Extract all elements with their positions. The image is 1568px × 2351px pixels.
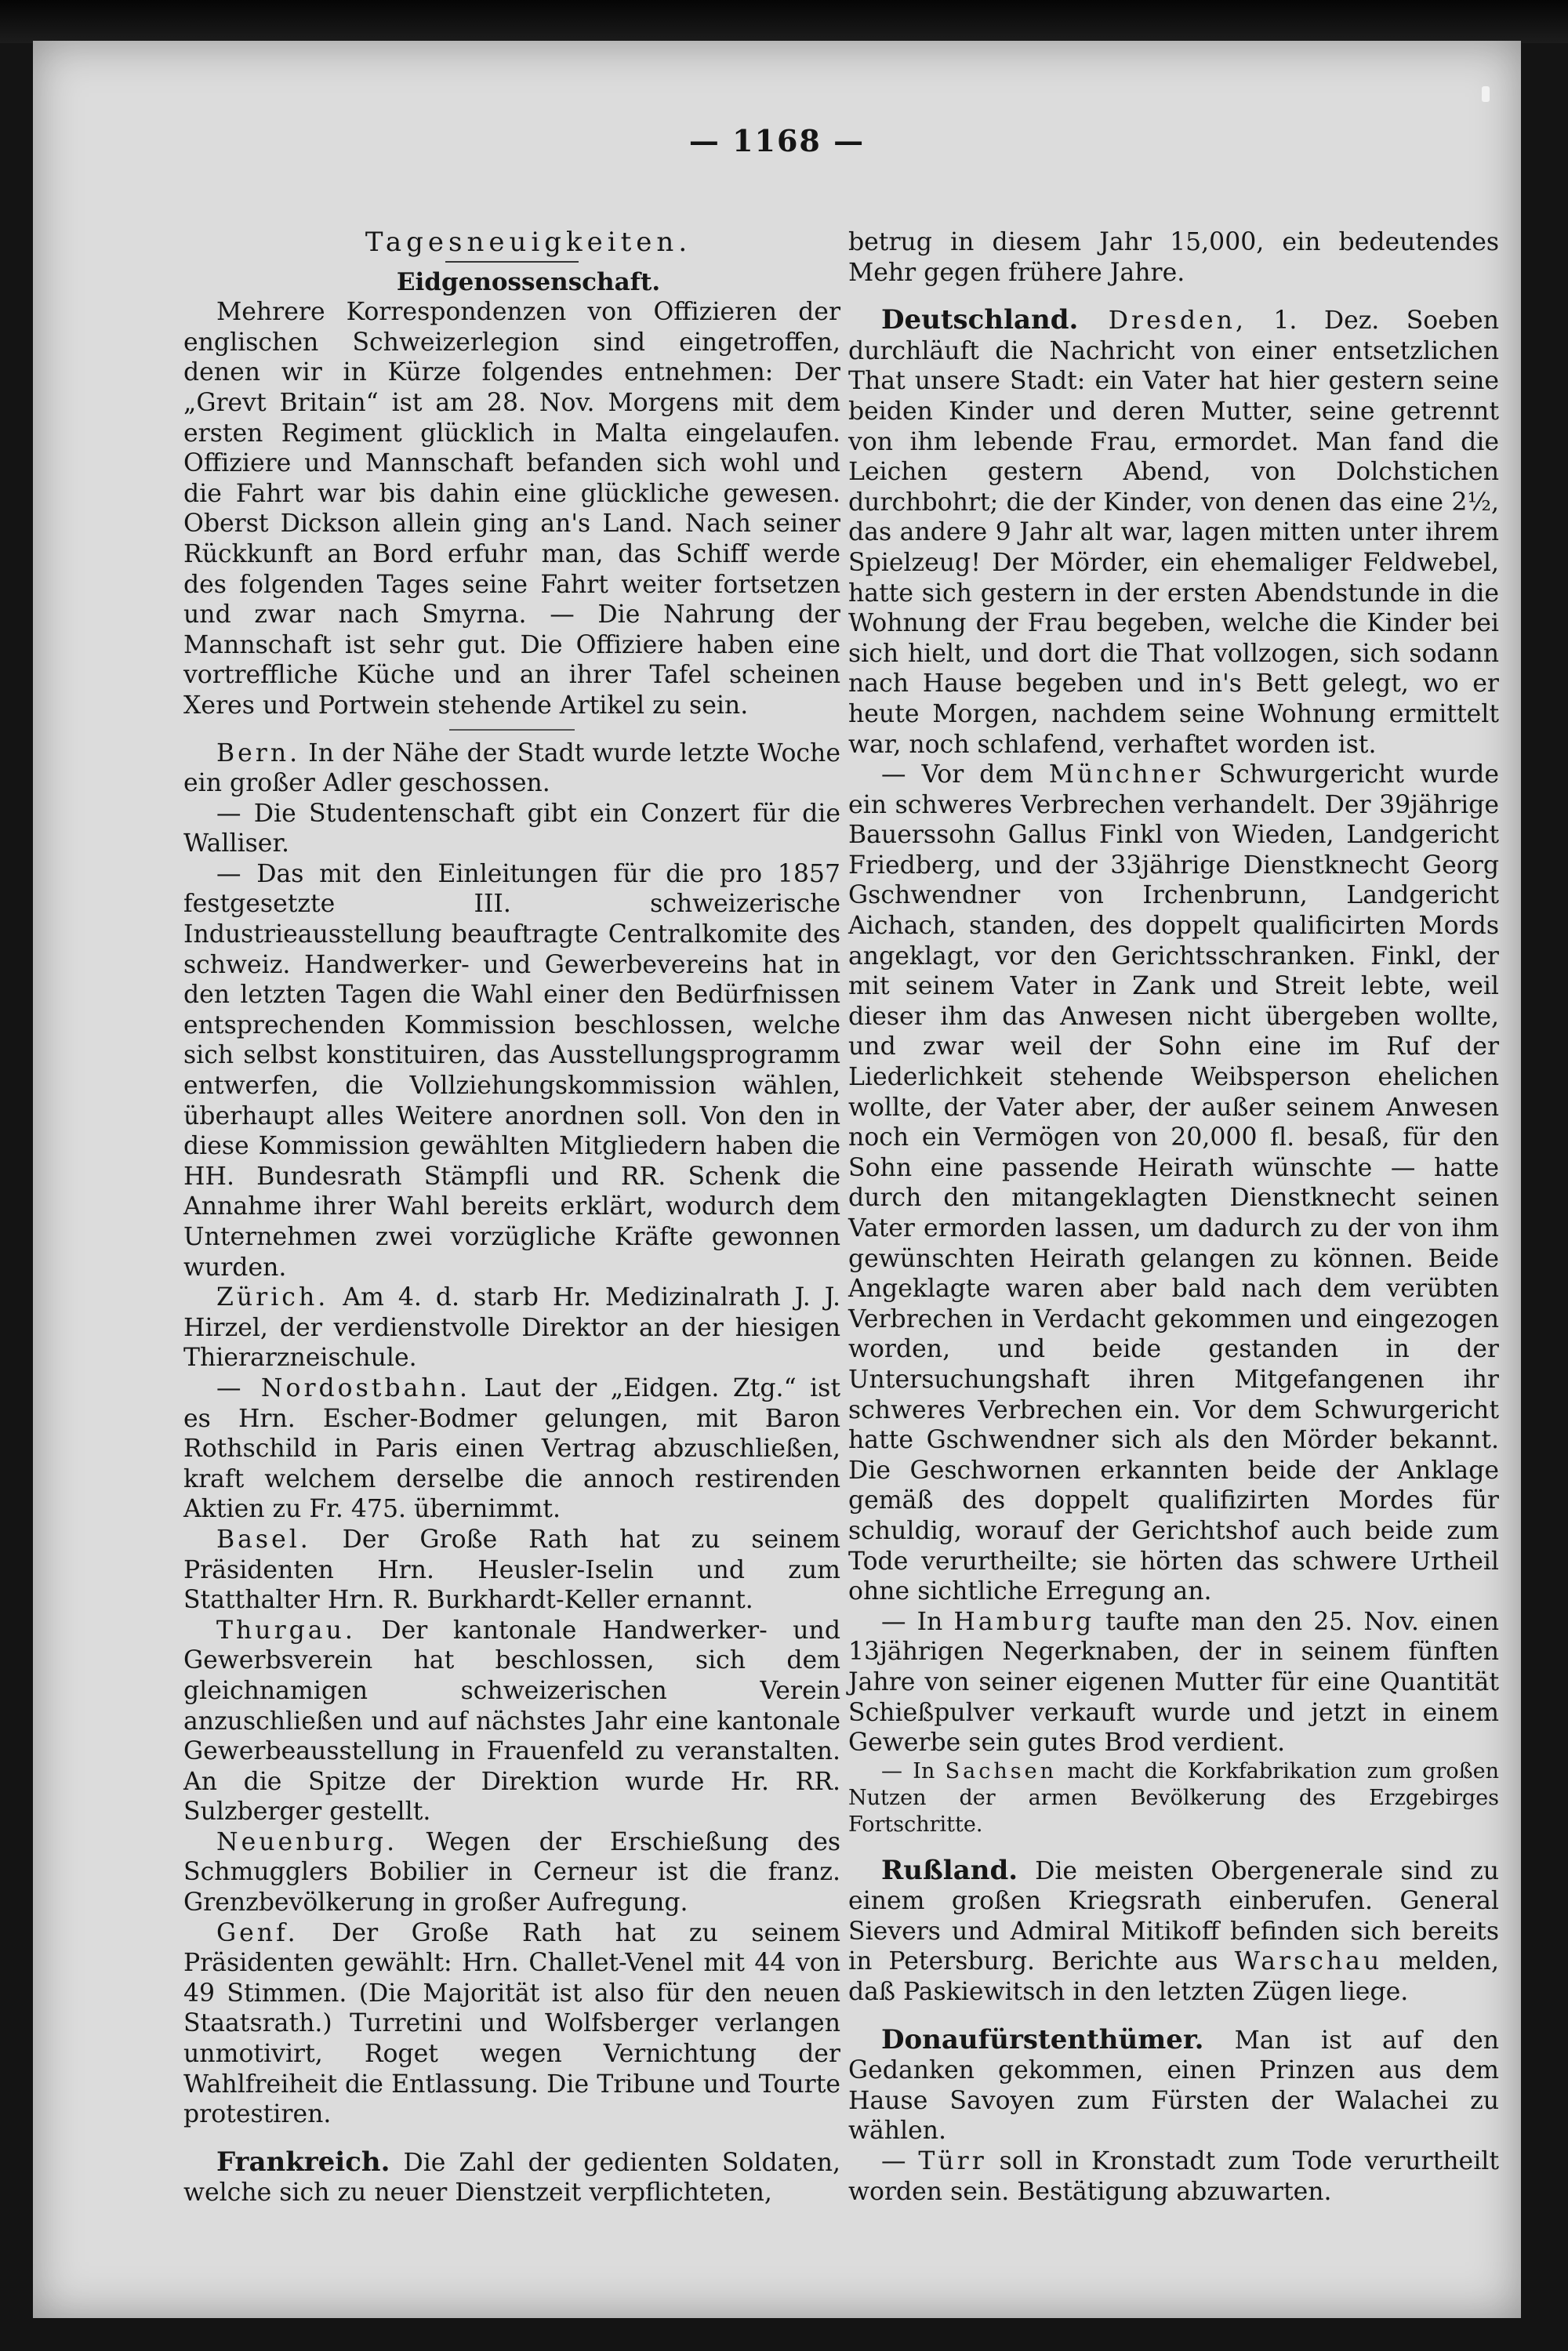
article-sachsen: — In Sachsen macht die Korkfabrikation zum großen Nutzen der armen Bevölkerung des Erzgebirges Fortschritte. xyxy=(848,1758,1499,1837)
article-genf: Genf. Der Große Rath hat zu seinem Präsidenten gewählt: Hrn. Challet-Venel mit 44 von 49 Stimmen. (Die Majorität ist also für den neuen Staatsrath.) Turretini und Wolfsberger verlangen unmotivirt, Roget wegen Vernichtung der Wahlfreiheit die Entlassung. Die Tribune und Tourte protestiren. xyxy=(183,1918,840,2129)
place-hamburg: Hamburg xyxy=(953,1607,1095,1636)
place-bern: Bern. xyxy=(216,738,301,767)
newspaper-page xyxy=(33,41,1521,2318)
right-column xyxy=(848,227,1499,2207)
article-donaufuerstenthuemer: Donaufürstenthümer. Man ist auf den Gedanken gekommen, einen Prinzen aus dem Hause Savoyen zum Fürsten der Walachei zu wählen. xyxy=(848,2023,1499,2146)
subhead-eidgenossenschaft: Eidgenossenschaft. xyxy=(396,267,661,296)
place-sachsen: Sachsen xyxy=(945,1758,1057,1783)
article-deutschland: Deutschland. Dresden, 1. Dez. Soeben durchläuft die Nachricht von einer entsetzlichen That unsere Stadt: ein Vater hat hier gestern seine beiden Kinder und deren Mutter, seine getrennt von ihm lebende Frau, ermordet. Man fand die Leichen gestern Abend, von Dolchstichen durchbohrt; die der Kinder, von denen das eine 2½, das andere 9 Jahr alt war, lagen mitten unter ihrem Spielzeug! Der Mörder, ein ehemaliger Feldwebel, hatte sich gestern in der ersten Abendstunde in die Wohnung der Frau begeben, welche die Kinder bei sich hielt, und dort die That vollzogen, sich sodann nach Hause begeben und in's Bett gelegt, wo er heute Morgen, nachdem seine Wohnung ermittelt war, noch schlafend, verhaftet worden ist. xyxy=(848,304,1499,759)
scan-artifact xyxy=(1482,86,1490,102)
country-deutschland: Deutschland. xyxy=(881,304,1079,336)
article-neuenburg: Neuenburg. Wegen der Erschießung des Schmugglers Bobilier in Cerneur ist die franz. Grenzbevölkerung in großer Aufregung. xyxy=(183,1827,840,1917)
article-muenchen: — Vor dem Münchner Schwurgericht wurde ein schweres Verbrechen verhandelt. Der 39jährige Bauerssohn Gallus Finkl von Wieden, Landgericht Friedberg, und der 33jährige Dienstknecht Georg Gschwendner von Irchenbrunn, Landgericht Aichach, standen, des doppelt qualificirten Mords angeklagt, vor den Gerichtsschranken. Finkl, der mit seinem Vater in Zank und Streit lebte, weil dieser ihm das Anwesen nicht übergeben wollte, und zwar weil der Sohn eine im Ruf der Liederlichkeit stehende Weibsperson ehelichen wollte, der Vater aber, der außer seinem Anwesen noch ein Vermögen von 20,000 fl. besaß, für den Sohn eine passende Heirath wünschte — hatte durch den mitangeklagten Dienstknecht seinen Vater ermorden lassen, um dadurch zu der von ihm gewünschten Heirath gelangen zu können. Beide Angeklagte waren aber bald nach dem verübten Verbrechen in Verdacht gekommen und eingezogen worden, und beide gestanden in der Untersuchungshaft ihren Mitgefangenen ihr schweres Verbrechen ein. Vor dem Schwurgericht hatte Gschwendner sich als den Mörder bekannt. Die Geschwornen erkannten beide der Anklage gemäß des doppelt qualifizirten Mordes für schuldig, worauf der Gerichtshof auch beide zum Tode verurtheilte; sie hörten das schwere Urtheil ohne sichtliche Erregung an. xyxy=(848,760,1500,1606)
article-hamburg: — In Hamburg taufte man den 25. Nov. einen 13jährigen Negerknaben, der in seinem fünften Jahre von seiner eigenen Mutter für eine Quantität Schießpulver verkauft wurde und jetzt in einem Gewerbe sein gutes Brod verdient. xyxy=(848,1607,1499,1758)
title-rule xyxy=(445,261,579,263)
place-thurgau: Thurgau. xyxy=(216,1616,356,1645)
place-tuerr: Türr xyxy=(918,2147,987,2176)
section-title: Tagesneuigkeiten. xyxy=(365,227,692,258)
place-zurich: Zürich. xyxy=(216,1283,329,1312)
article-nordostbahn: — Nordostbahn. Laut der „Eidgen. Ztg.“ ist es Hrn. Escher-Bodmer gelungen, mit Baron Rothschild in Paris einen Vertrag abzuschließen, kraft welchem derselbe die annoch restirenden Aktien zu Fr. 475. übernimmt. xyxy=(183,1373,840,1524)
article-legion: Mehrere Korrespondenzen von Offizieren der englischen Schweizerlegion sind eingetroffen, denen wir in Kürze folgendes entnehmen: Der „Grevt Britain“ ist am 28. Nov. Morgens mit dem ersten Regiment glücklich in Malta eingelaufen. Offiziere und Mannschaft befanden sich wohl und die Fahrt war bis dahin eine glückliche gewesen. Oberst Dickson allein ging an's Land. Nach seiner Rückkunft an Bord erfuhr man, das Schiff werde des folgenden Tages seine Fahrt weiter fortsetzen und zwar nach Smyrna. — Die Nahrung der Mannschaft ist sehr gut. Die Offiziere haben eine vortreffliche Küche und an ihrer Tafel scheinen Xeres und Portwein stehende Artikel zu sein. xyxy=(183,298,840,720)
place-neuenburg: Neuenburg. xyxy=(216,1827,398,1856)
article-frankreich-cont: betrug in diesem Jahr 15,000, ein bedeutendes Mehr gegen frühere Jahre. xyxy=(848,228,1499,287)
article-russland: Rußland. Die meisten Obergenerale sind zu einem großen Kriegsrath einberufen. General Sievers und Admiral Mitikoff befinden sich bereits in Petersburg. Berichte aus Warschau melden, daß Paskiewitsch in den letzten Zügen liege. xyxy=(848,1854,1499,2007)
article-studenten: — Die Studentenschaft gibt ein Conzert für die Walliser. xyxy=(183,799,840,858)
article-thurgau: Thurgau. Der kantonale Handwerker- und Gewerbsverein hat beschlossen, sich dem gleichnamigen schweizerischen Verein anzuschließen und auf nächstes Jahr eine kantonale Gewerbeausstellung in Frauenfeld zu veranstalten. An die Spitze der Direktion wurde Hr. RR. Sulzberger gestellt. xyxy=(183,1616,840,1827)
country-donaufuerstenthuemer: Donaufürstenthümer. xyxy=(881,2023,1204,2055)
country-frankreich: Frankreich. xyxy=(216,2146,390,2178)
place-basel: Basel. xyxy=(216,1525,311,1554)
page-number: — 1168 — xyxy=(688,123,866,158)
article-bern: Bern. In der Nähe der Stadt wurde letzte Woche ein großer Adler geschossen. xyxy=(183,738,840,798)
place-dresden: Dresden, xyxy=(1078,307,1247,336)
article-industrieausstellung: — Das mit den Einleitungen für die pro 1857 festgesetzte III. schweizerische Industrieausstellung beauftragte Centralkomite des schweiz. Handwerker- und Gewerbevereins hat in den letzten Tagen die Wahl einer den Bedürfnissen entsprechenden Kommission beschlossen, welche sich selbst konstituiren, das Ausstellungsprogramm entwerfen, die Vollziehungskommission wählen, überhaupt alles Weitere anordnen soll. Von den in diese Kommission gewählten Mitgliedern haben die HH. Bundesrath Stämpfli und RR. Schenk die Annahme ihrer Wahl bereits erklärt, wodurch dem Unternehmen zwei vorzügliche Kräfte gewonnen wurden. xyxy=(183,859,840,1282)
article-basel: Basel. Der Große Rath hat zu seinem Präsidenten Hrn. Heusler-Iselin und zum Statthalter Hrn. R. Burkhardt-Keller ernannt. xyxy=(183,1525,840,1615)
scan-border xyxy=(0,0,1568,43)
place-muenchen: Münchner xyxy=(1048,760,1203,789)
article-zurich: Zürich. Am 4. d. starb Hr. Medizinalrath J. J. Hirzel, der verdienstvolle Direktor an der hiesigen Thierarzneischule. xyxy=(183,1283,840,1373)
place-warschau: Warschau xyxy=(1234,1947,1383,1976)
place-genf: Genf. xyxy=(216,1918,299,1947)
left-column xyxy=(183,227,840,2208)
article-frankreich: Frankreich. Die Zahl der gedienten Soldaten, welche sich zu neuer Dienstzeit verpflichteten, xyxy=(183,2146,840,2208)
divider xyxy=(449,729,575,731)
place-nordostbahn: — Nordostbahn. xyxy=(216,1373,470,1402)
article-tuerr: — Türr soll in Kronstadt zum Tode verurtheilt worden sein. Bestätigung abzuwarten. xyxy=(848,2147,1500,2206)
country-russland: Rußland. xyxy=(881,1854,1018,1886)
